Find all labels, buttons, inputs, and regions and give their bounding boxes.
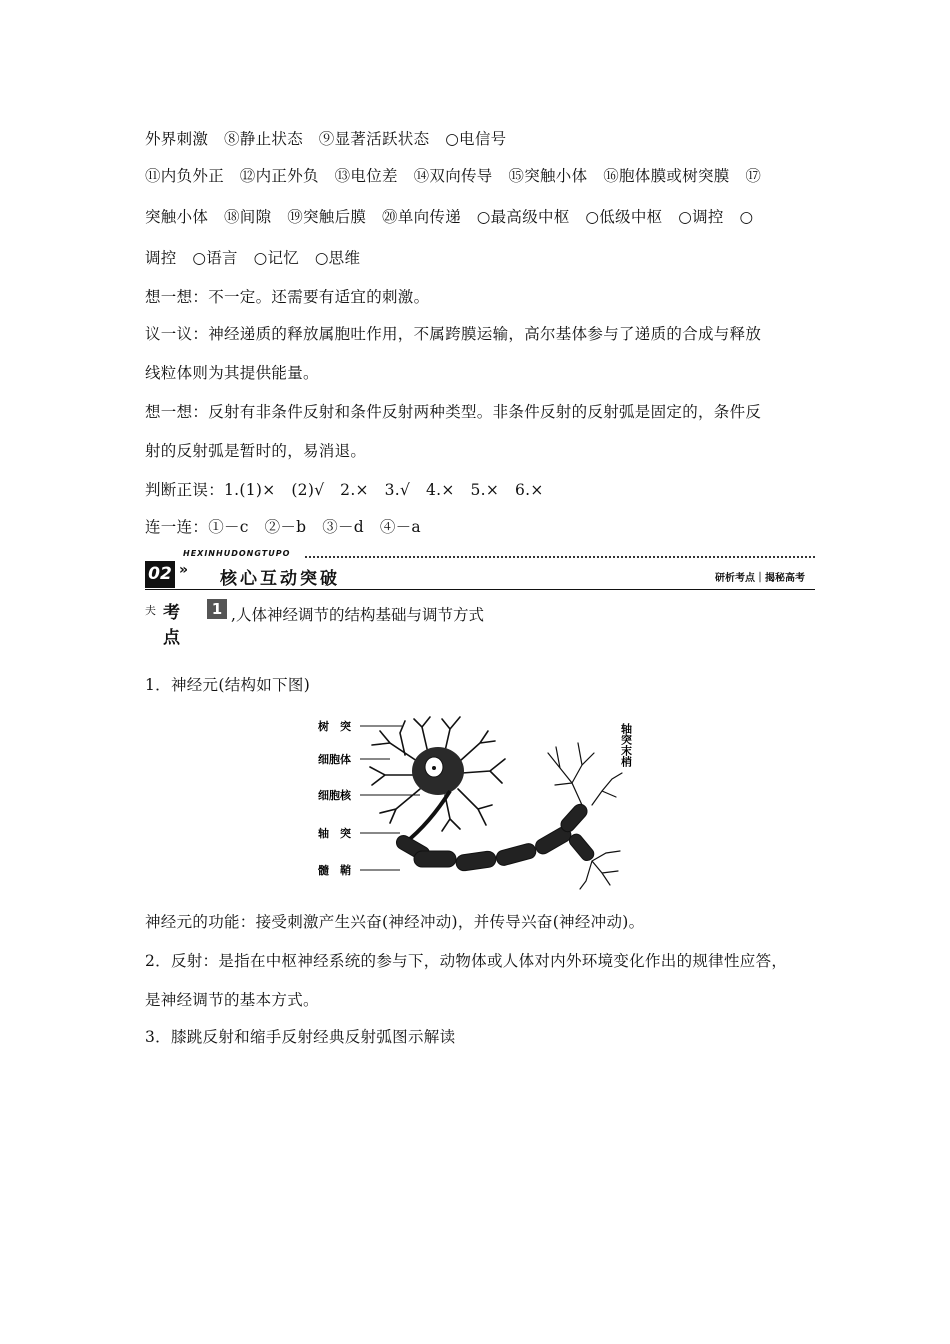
section-arrow-icon: »	[179, 562, 189, 578]
text-line-7: 线粒体则为其提供能量。	[145, 364, 319, 382]
kaodian-title: ,人体神经调节的结构基础与调节方式	[231, 606, 484, 624]
text-line-4: 调控 ○语言 ○记忆 ○思维	[145, 249, 361, 267]
label-axon: 轴 突	[318, 827, 351, 840]
label-nucleus: 细胞核	[318, 789, 351, 802]
section-header	[145, 548, 815, 593]
section-rule	[145, 589, 815, 590]
item-2-line-2: 是神经调节的基本方式。	[145, 991, 319, 1009]
section-dotted-rule	[305, 556, 815, 558]
section-number-badge: 02	[145, 561, 175, 588]
section-tagline: 研析考点｜揭秘高考	[715, 573, 805, 584]
text-line-10: 判断正误：1.(1)× (2)√ 2.× 3.√ 4.× 5.× 6.×	[145, 481, 544, 499]
label-dendrite: 树 突	[318, 720, 351, 733]
section-title: 核心互动突破	[220, 569, 340, 589]
text-line-8: 想一想：反射有非条件反射和条件反射两种类型。非条件反射的反射弧是固定的，条件反	[145, 403, 762, 421]
kaodian-icon: 夫	[145, 604, 156, 617]
text-line-2: ⑪内负外正 ⑫内正外负 ⑬电位差 ⑭双向传导 ⑮突触小体 ⑯胞体膜或树突膜 ⑰	[145, 167, 762, 185]
label-myelin: 髓 鞘	[318, 864, 351, 877]
text-line-5: 想一想：不一定。还需要有适宜的刺激。	[145, 288, 430, 306]
item-2-line-1: 2．反射：是指在中枢神经系统的参与下，动物体或人体对内外环境变化作出的规律性应答，	[145, 952, 788, 970]
section-pinyin: HEXINHUDONGTUPO	[183, 549, 291, 558]
text-line-11: 连一连：①－c ②－b ③－d ④－a	[145, 518, 421, 536]
text-line-3: 突触小体 ⑱间隙 ⑲突触后膜 ⑳单向传递 ○最高级中枢 ○低级中枢 ○调控 ○	[145, 208, 754, 226]
label-cell-body: 细胞体	[318, 753, 351, 766]
text-line-6: 议一议：神经递质的释放属胞吐作用，不属跨膜运输，高尔基体参与了递质的合成与释放	[145, 325, 762, 343]
kaodian-label: 考点	[163, 603, 181, 648]
item-3-heading: 3．膝跳反射和缩手反射经典反射弧图示解读	[145, 1028, 456, 1046]
neuron-function-text: 神经元的功能：接受刺激产生兴奋(神经冲动)，并传导兴奋(神经冲动)。	[145, 913, 645, 931]
neuron-diagram	[310, 713, 640, 893]
myelin-sheath	[394, 801, 596, 871]
text-line-9: 射的反射弧是暂时的，易消退。	[145, 442, 367, 460]
text-line-1: 外界刺激 ⑧静止状态 ⑨显著活跃状态 ○电信号	[145, 130, 507, 148]
label-axon-terminal: 轴突末梢	[619, 723, 633, 767]
item-1-heading: 1．神经元(结构如下图)	[145, 676, 311, 694]
kaodian-number-badge: 1	[207, 599, 227, 619]
